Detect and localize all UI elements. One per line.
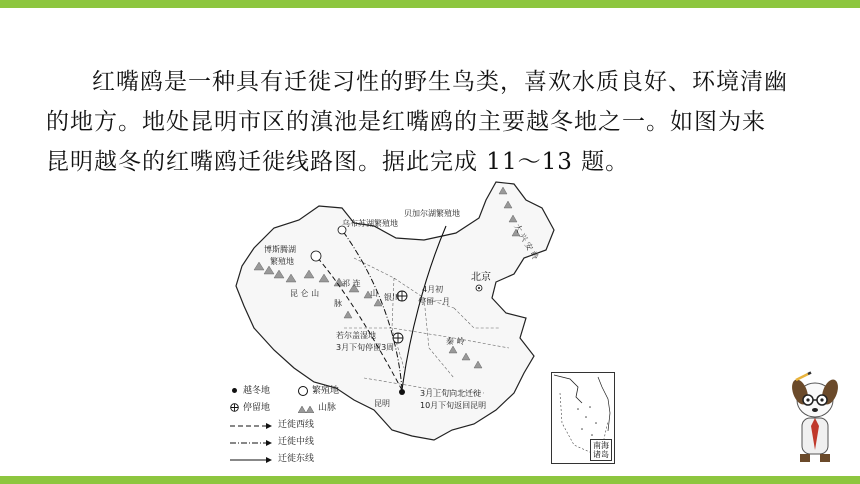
dashed-arrow-icon [230,421,272,429]
legend-east-route: 迁徙东线 [230,452,314,466]
label-beijing: 北京 [471,272,491,283]
stopover-crosshair-icon [230,403,239,412]
legend-west-route: 迁徙西线 [230,418,314,432]
label-kunlun: 昆 仑 山 [290,289,320,298]
legend-mountain: 山脉 [298,401,336,415]
breeding-circle-icon [298,386,308,396]
label-stop1-a: 4月初 [422,285,444,294]
breeding-site-bosten [311,251,321,261]
legend-breeding: 繁殖地 [298,384,339,398]
wintering-site-kunming [399,389,405,395]
top-border-bar [0,0,860,8]
mascot-dog-illustration [782,370,848,470]
inset-label: 南海诸岛 [590,439,612,461]
paragraph-line-2: 的地方。地处昆明市区的滇池是红嘴鸥的主要越冬地之一。如图为来 [46,109,766,135]
label-yinchuan: 银川 [384,293,400,302]
stopover-ruoergai [393,333,403,343]
dashdot-arrow-icon [230,438,272,446]
label-kunming: 昆明 [374,399,390,408]
paragraph-line-1: 红嘴鸥是一种具有迁徙习性的野生鸟类，喜欢水质良好、环境清幽 [92,69,788,95]
legend-middle-route: 迁徙中线 [230,435,314,449]
solid-arrow-icon [230,455,272,463]
legend-stopover: 停留地 [230,401,270,415]
label-qinling: 秦 岭 [446,337,465,346]
mountain-icon [298,404,314,412]
label-note2: 10月下旬返回昆明 [420,401,487,410]
label-bosten-2: 繁殖地 [270,257,294,266]
paragraph-line-3: 昆明越冬的红嘴鸥迁徙线路图。据此完成 11～13 题。 [46,149,630,175]
bottom-border-bar [0,476,860,484]
label-stop1-b: 停留一月 [418,297,450,306]
label-ubsu: 乌布苏湖繁殖地 [342,219,398,228]
label-qilian: 祁 连 [342,279,361,288]
label-daxinganling: 大 兴 安 岭 [512,222,540,262]
south-china-sea-inset [551,372,615,464]
wintering-dot-icon [232,388,237,393]
label-bosten: 博斯腾湖 [264,245,296,254]
legend-wintering: 越冬地 [232,384,270,398]
label-qilian-2: 山 [370,289,378,298]
label-baikal: 贝加尔湖繁殖地 [404,209,460,218]
label-kunlun-2: 脉 [334,299,342,308]
map-legend [228,384,368,468]
label-note1: 3月上旬向北迁徙 [420,389,482,398]
label-ruoergai: 若尔盖湿地 [336,331,376,340]
label-stop2: 3月下旬停留3周 [336,343,395,352]
question-paragraph [46,62,816,182]
